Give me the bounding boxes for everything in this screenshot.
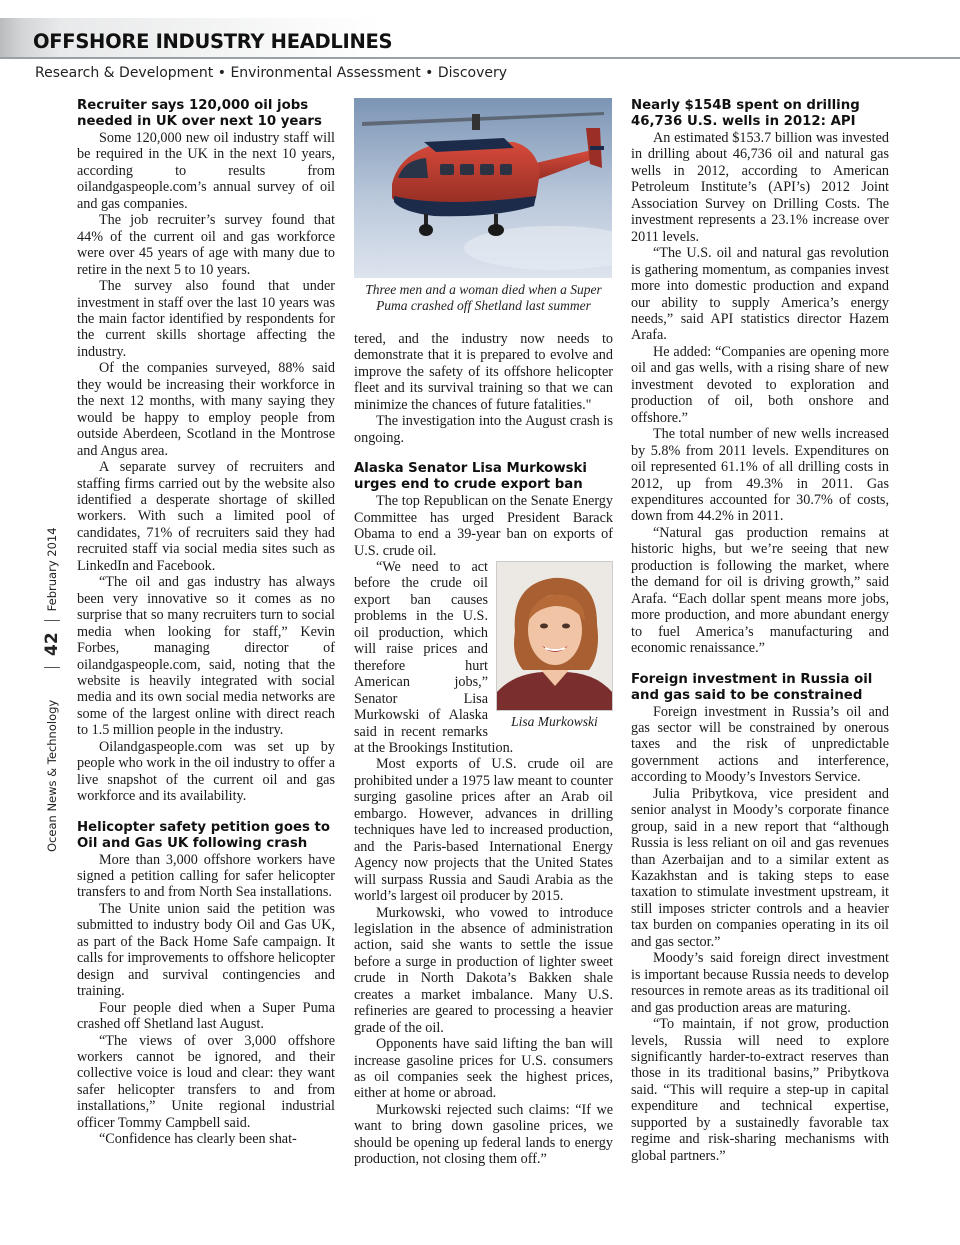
article-paragraph: Murkowski, who vowed to introduce legislation in the absence of administration action, said she wants to settle the issue before a surge in production of lighter sweet crude in North Dakota’s Bakken shale creates a market imbalance. Many U.S. refineries are geared to processing a heavier grade of the oil. xyxy=(354,904,613,1036)
page-number: 42 xyxy=(42,632,62,656)
sidebar-folio xyxy=(24,515,62,855)
folio-divider xyxy=(44,667,60,668)
photo-caption: Three men and a woman died when a Super Puma crashed off Shetland last summer xyxy=(365,282,602,313)
section-title: OFFSHORE INDUSTRY HEADLINES xyxy=(33,30,393,53)
article-paragraph: He added: “Companies are opening more oil and gas wells, with a rising share of new investment devoted to exploration and production of oil, both onshore and offshore.” xyxy=(631,343,889,426)
column-1 xyxy=(77,98,335,1148)
article-paragraph: An estimated $153.7 billion was invested in drilling about 46,736 oil and natural gas wells in 2012, according to American Petroleum Institute’s (API’s) 2012 Joint Association Survey on Drilling Costs. The investment represents a 23.1% increase over 2011 levels. xyxy=(631,130,889,245)
publication-name: Ocean News & Technology xyxy=(45,699,59,852)
column-3 xyxy=(631,98,889,1164)
article-paragraph: The survey also found that under investment in staff over the last 10 years was the main factor identified by respondents for the current skills shortage affecting the industry. xyxy=(77,278,335,360)
article-paragraph: The job recruiter’s survey found that 44% of the current oil and gas workforce were over 45 years of age with many due to retire in the next 5 to 10 years. xyxy=(77,212,335,278)
article-paragraph: Julia Pribytkova, vice president and senior analyst in Moody’s corporate finance group, said in a new report that “although Russia is less reliant on oil and gas revenues than Azerbaijan and to a similar extent as Kazakhstan and is taking steps to ease taxation to stimulate investment upstream, it still imposes stricter controls and a heavier tax burden on companies operating in its oil and gas sector.” xyxy=(631,785,889,950)
column-2 xyxy=(354,98,613,1168)
article-paragraph: Murkowski rejected such claims: “If we want to bring down gasoline prices, we should be opening up federal lands to energy production, not closing them off.” xyxy=(354,1101,613,1168)
article-paragraph: tered, and the industry now needs to demonstrate that it is prepared to evolve and improve the safety of its offshore helicopter fleet and its survival training so that we can minimize the chances of future fatalities." xyxy=(354,331,613,413)
article-headline: Alaska Senator Lisa Murkowski urges end to crude export ban xyxy=(354,461,587,493)
article-paragraph: Four people died when a Super Puma crashed off Shetland last August. xyxy=(77,999,335,1033)
article-paragraph: “Confidence has clearly been shat- xyxy=(99,1131,297,1148)
article-paragraph: “We need to act before the crude oil export ban causes problems in the U.S. oil production, which will raise prices and therefore hurt American jobs,” Senator Lisa Murkowski of Alaska said in recent remarks at the Brookings Institution. xyxy=(354,558,514,756)
murkowski-portrait xyxy=(496,561,613,711)
article-paragraph: Of the companies surveyed, 88% said they would be increasing their workforce in the next 12 months, with many saying they would be happy to employ people from outside Aberdeen, Scotland in the Montrose and Angus area. xyxy=(77,360,335,459)
article-paragraph: Opponents have said lifting the ban will increase gasoline prices for U.S. consumers as oil companies seek the highest prices, either at home or abroad. xyxy=(354,1036,613,1102)
article-paragraph: “To maintain, if not grow, production levels, Russia will need to explore significantly harder-to-extract reserves than those in its traditional basins,” Pribytkova said. “This will require a step-up in capital expenditure and technical expertise, supported by a sustainedly favorable tax regime and risk-sharing mechanisms with global partners.” xyxy=(631,1016,889,1164)
article-headline: Foreign investment in Russia oil and gas said to be constrained xyxy=(631,671,873,703)
article-paragraph: “The views of over 3,000 offshore workers cannot be ignored, and their collective voice is loud and clear: they want safer helicopter transfers to and from installations,” Unite regional industrial officer Tommy Campbell said. xyxy=(77,1032,335,1131)
article-paragraph: The top Republican on the Senate Energy Committee has urged President Barack Obama to end a 39-year ban on exports of U.S. crude oil. xyxy=(354,493,613,559)
article-paragraph: Moody’s said foreign direct investment is important because Russia needs to develop resources in remote areas as its traditional oil and gas production areas are maturing. xyxy=(631,950,889,1016)
article-paragraph: The total number of new wells increased by 5.8% from 2011 levels. Expenditures on oil represented 61.1% of all drilling costs in 2012, up from 49.3% in 2011. Gas expenditures accounted for 30.7% of costs, down from 44.2% in 2011. xyxy=(631,426,889,525)
article-headline: Recruiter says 120,000 oil jobs needed in UK over next 10 years xyxy=(77,98,322,129)
article-paragraph: The investigation into the August crash is ongoing. xyxy=(354,413,613,446)
article-headline: Helicopter safety petition goes to Oil and Gas UK following crash xyxy=(77,819,331,851)
article-paragraph: A separate survey of recruiters and staffing firms carried out by the website also identified a desperate shortage of skilled workers. With such a limited pool of candidates, 71% of recruiters said they had recruited staff via social media sites such as LinkedIn and Facebook. xyxy=(77,459,335,574)
portrait-figure xyxy=(496,559,613,730)
section-subtitle: Research & Development • Environmental Assessment • Discovery xyxy=(35,65,508,81)
article-paragraph: “The U.S. oil and natural gas revolution is gathering momentum, as companies invest more into domestic production and expand our ability to supply America’s energy needs,” said API statistics director Hazem Arafa. xyxy=(631,245,889,344)
article-paragraph: Some 120,000 new oil industry staff will be required in the UK in the next 10 years, according to results from oilandgaspeople.com’s annual survey of oil and gas companies. xyxy=(77,130,335,212)
article-paragraph: Foreign investment in Russia’s oil and gas sector will be constrained by onerous taxes and the risk of unpredictable government actions and interference, according to Moody’s Investors Service. xyxy=(631,703,889,786)
portrait-caption: Lisa Murkowski xyxy=(511,713,598,729)
article-paragraph: Most exports of U.S. crude oil are prohibited under a 1975 law meant to counter surging gasoline prices after an Arab oil embargo. However, advances in drilling techniques have led to increased production, and the Paris-based International Energy Agency now projects that the United States will surpass Russia and Saudi Arabia as the world’s largest oil producer by 2015. xyxy=(354,756,613,905)
folio-divider xyxy=(44,620,60,621)
article-paragraph: The Unite union said the petition was submitted to industry body Oil and Gas UK, as part of the Back Home Safe campaign. It calls for improvements to offshore helicopter design and survival contingencies and training. xyxy=(77,900,335,1000)
helicopter-photo xyxy=(354,98,612,278)
article-paragraph: “Natural gas production remains at historic highs, but we’re seeing that new production is following the market, where the demand for oil is driving growth,” said Arafa. “Each dollar spent means more jobs, more production, and more abundant energy to fuel America’s manufacturing and economic renaissance.” xyxy=(631,524,889,657)
article-headline: Nearly $154B spent on drilling 46,736 U.S. wells in 2012: API xyxy=(631,98,860,129)
issue-date: February 2014 xyxy=(45,527,59,612)
header-rule xyxy=(0,57,960,59)
article-paragraph: More than 3,000 offshore workers have signed a petition calling for safer helicopter transfers to and from North Sea installations. xyxy=(77,851,335,901)
article-paragraph: “The oil and gas industry has always been very innovative so it comes as no surprise that so many recruiters turn to social media when looking for staff,” Kevin Forbes, managing director of oilandgaspeople.com, said, noting that the website is heavily integrated with social media and its own social media networks are some of the largest online with direct reach to 1.5 million people in the industry. xyxy=(77,574,335,739)
article-paragraph: Oilandgaspeople.com was set up by people who work in the oil industry to offer a live snapshot of the current oil and gas workforce and its availability. xyxy=(77,738,335,805)
